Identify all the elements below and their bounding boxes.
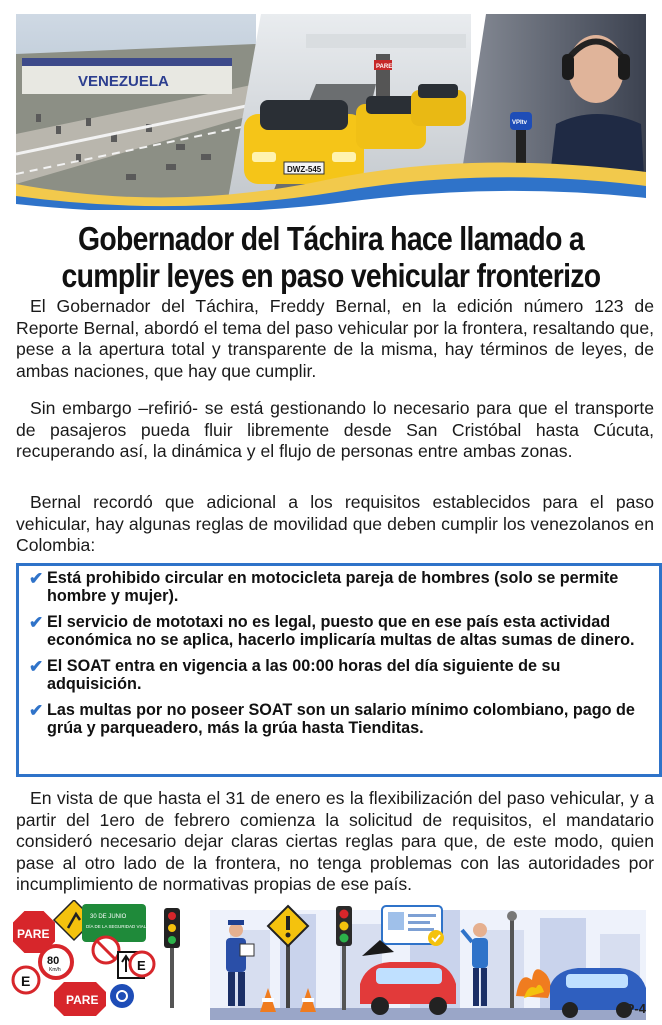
header-photo-collage (16, 14, 646, 210)
rule-item (29, 658, 649, 693)
checkmark-icon: ✔ (29, 657, 44, 676)
paragraph-rules-intro (16, 492, 654, 557)
paragraph-intro-text: El Gobernador del Táchira, Freddy Bernal, en la edición número 123 de Reporte Bernal, abordó el tema del paso vehicular por la frontera, resaltando que, pese a la apertura total y transparente de la misma, hay términos de leyes, de ambas naciones, que hay que cumplir. (16, 296, 654, 381)
checkmark-icon: ✔ (29, 701, 44, 720)
road-safety-svg (10, 900, 654, 1020)
venezuela-sign: VENEZUELA (78, 73, 169, 90)
road-safety-illustration (10, 900, 654, 1020)
stop-sign-bottom-text: PARE (66, 993, 99, 1007)
checkmark-icon: ✔ (29, 613, 44, 632)
headline-line-1: Gobernador del Táchira hace llamado a (77, 220, 585, 257)
border-crossing-photo (16, 14, 256, 210)
green-sign-line2: DÍA DE LA SEGURIDAD VIAL (86, 924, 147, 929)
paragraph-conclusion (16, 788, 654, 896)
no-parking-letter-right: E (137, 958, 146, 973)
microphone-flag: VPItv (512, 120, 528, 126)
roundabout-sign-icon (110, 984, 134, 1008)
toll-stop-sign: PARE (376, 64, 393, 70)
no-parking-letter-left: E (21, 973, 31, 989)
mobility-rules-box (16, 563, 662, 777)
headline-line-2: cumplir leyes en paso vehicular fronterizo (61, 257, 601, 294)
rule-text: Las multas por no poseer SOAT son un salario mínimo colombiano, pago de grúa y parqueadero, más la grúa hasta Tienditas. (47, 701, 635, 737)
rule-item (29, 570, 649, 605)
rule-text: El servicio de mototaxi no es legal, puesto que en ese país esta actividad económica no se aplica, hacerlo implicaría multas de altas sumas de dinero. (47, 613, 635, 649)
speed-limit-unit: Km/h (49, 967, 61, 973)
taxi-plate: DWZ-545 (287, 165, 322, 174)
rule-text: El SOAT entra en vigencia a las 00:00 horas del día siguiente de su adquisición. (47, 657, 561, 693)
taxi-front (244, 100, 364, 184)
rule-text: Está prohibido circular en motocicleta pareja de hombres (solo se permite hombre y mujer). (47, 569, 619, 605)
rule-item (29, 702, 649, 737)
rule-item (29, 614, 649, 649)
paragraph-transport-text: Sin embargo –refirió- se está gestionando lo necesario para que el transporte de pasajeros pueda fluir libremente desde San Cristóbal hasta Cúcuta, recuperando así, la dinámica y el flujo de personas entre ambas zonas. (16, 398, 654, 461)
traffic-signs-cluster (12, 900, 180, 1016)
paragraph-intro (16, 296, 654, 382)
license-document-icon (382, 906, 444, 946)
green-info-sign-icon (82, 904, 146, 942)
checkmark-icon: ✔ (29, 569, 44, 588)
paragraph-rules-intro-text: Bernal recordó que adicional a los requisitos establecidos para el paso vehicular, hay algunas reglas de movilidad que deben cumplir los venezolanos en Colombia: (16, 492, 654, 555)
header-photo-svg (16, 14, 646, 210)
speed-limit-value: 80 (47, 955, 60, 967)
headline (55, 220, 607, 294)
green-sign-line1: 30 DE JUNIO (90, 914, 127, 920)
paragraph-transport (16, 398, 654, 463)
stop-sign-text: PARE (17, 927, 50, 941)
paragraph-conclusion-text: En vista de que hasta el 31 de enero es la flexibilización del paso vehicular, y a partir del 1ero de febrero comienza la solicitud de requisitos, el mandatario consideró necesario dejar claras ciertas reglas para que, de este modo, quien pase al otro lado de la frontera, no tenga problemas con las autoridades por incumplimiento de normativas propias de ese país. (16, 788, 654, 894)
page-number: P-4 (625, 1001, 646, 1016)
